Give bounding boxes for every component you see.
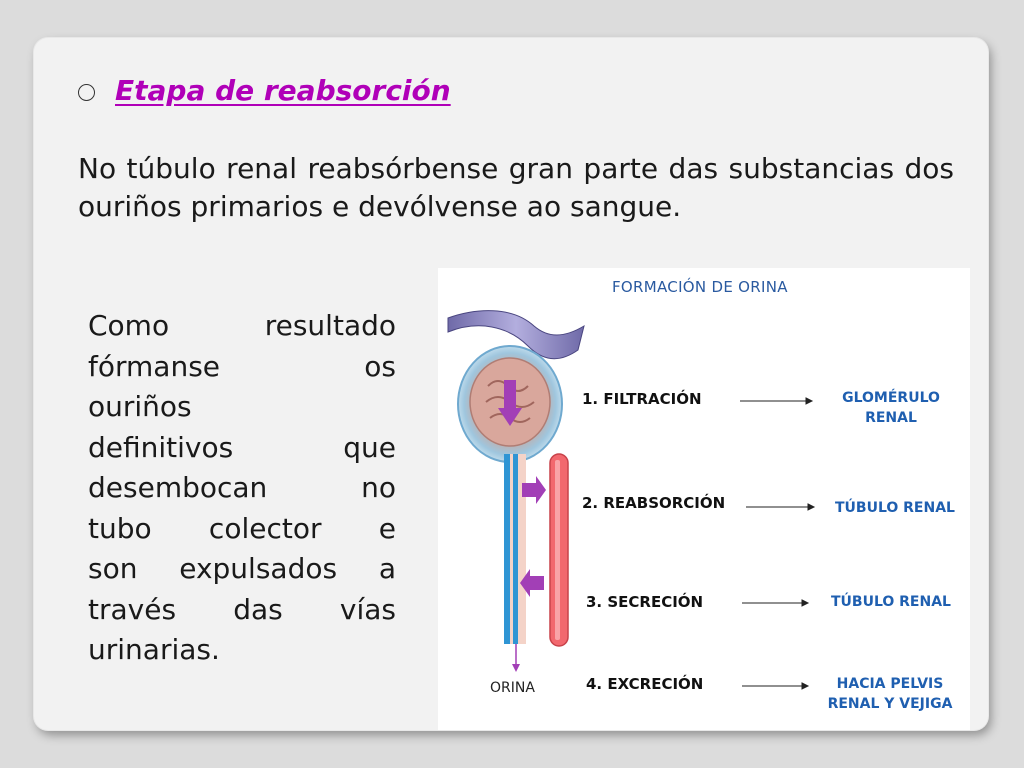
side-line: definitivos que <box>88 430 396 464</box>
dest-glomerulus: GLOMÉRULO RENAL <box>842 390 940 426</box>
connector-arrows <box>740 398 814 689</box>
renal-tubule <box>504 454 526 644</box>
side-line: desembocan no <box>88 471 396 504</box>
step-excretion: 4. EXCRECIÓN <box>586 675 704 693</box>
dest-tubule-reabsorption: TÚBULO RENAL <box>835 500 955 516</box>
side-line: ouriños <box>88 390 192 423</box>
step-reabsorption: 2. REABSORCIÓN <box>582 494 726 512</box>
side-line: Como resultado <box>88 309 396 342</box>
dest-pelvis-bladder: HACIA PELVIS RENAL Y VEJIGA <box>827 676 953 712</box>
outlet-label: ORINA <box>490 680 535 696</box>
hollow-bullet-icon <box>78 84 95 101</box>
side-line: son expulsados a <box>88 552 396 585</box>
side-line: urinarias. <box>88 633 220 666</box>
paragraph-main: No túbulo renal reabsórbense gran parte das substancias dos ouriños primarios e devólvense ao sangue. <box>78 152 954 223</box>
heading-row <box>78 70 451 110</box>
urine-formation-figure <box>438 268 970 730</box>
peritubular-capillary <box>550 454 568 646</box>
slide-heading: Etapa de reabsorción <box>115 73 451 107</box>
dest-tubule-secretion: TÚBULO RENAL <box>831 594 951 610</box>
step-filtration: 1. FILTRACIÓN <box>582 390 702 408</box>
outlet-arrow <box>512 644 520 672</box>
side-line: tubo colector e <box>88 511 396 545</box>
side-line: través das vías <box>88 592 396 626</box>
paragraph-side <box>88 306 396 671</box>
figure-title: FORMACIÓN DE ORINA <box>612 278 788 296</box>
side-line: fórmanse os <box>88 349 396 383</box>
step-secretion: 3. SECRECIÓN <box>586 593 704 611</box>
